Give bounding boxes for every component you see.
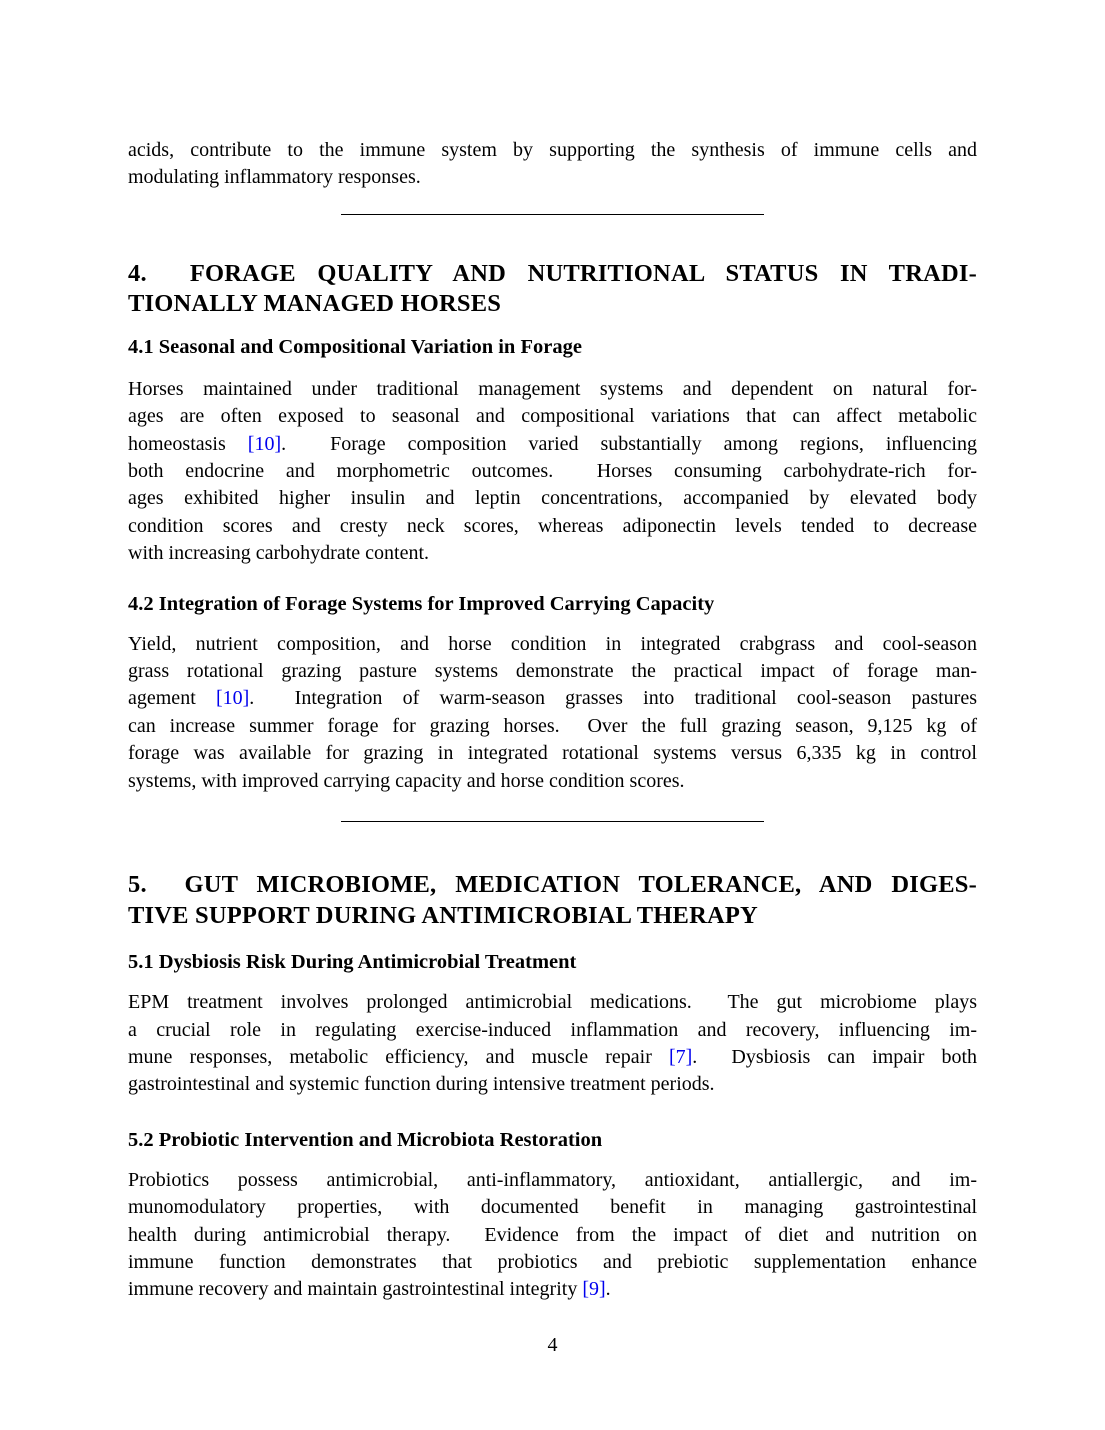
paragraph-4-2	[128, 631, 977, 795]
text-line: with increasing carbohydrate content.	[128, 542, 429, 565]
text-line: both endocrine and morphometric outcomes. Horses consuming carbohydrate-rich for-	[128, 460, 977, 483]
text-line: health during antimicrobial therapy. Evidence from the impact of diet and nutrition on	[128, 1223, 977, 1246]
citation-link[interactable]: [10]	[247, 432, 282, 455]
text-line: modulating inflammatory responses.	[128, 166, 421, 189]
text-line: homeostasis [10]. Forage composition varied substantially among regions, influencing	[128, 432, 977, 455]
text-line: forage was available for grazing in integrated rotational systems versus 6,335 kg in control	[128, 742, 977, 765]
text-line: TIVE SUPPORT DURING ANTIMICROBIAL THERAPY	[128, 901, 758, 929]
paragraph-4-1	[128, 376, 977, 568]
section-divider	[341, 821, 764, 822]
text-line: ages exhibited higher insulin and leptin concentrations, accompanied by elevated body	[128, 487, 977, 510]
section-4-heading	[128, 259, 977, 320]
subsection-4-1-title: 4.1 Seasonal and Compositional Variation in Forage	[128, 335, 582, 358]
text-line: munomodulatory properties, with documented benefit in managing gastrointestinal	[128, 1196, 977, 1219]
text-line: gastrointestinal and systemic function during intensive treatment periods.	[128, 1073, 715, 1096]
text-line: TIONALLY MANAGED HORSES	[128, 290, 502, 318]
text-line: can increase summer forage for grazing horses. Over the full grazing season, 9,125 kg of	[128, 714, 977, 737]
text-line: Horses maintained under traditional management systems and dependent on natural for-	[128, 377, 977, 400]
text-line: mune responses, metabolic efficiency, and muscle repair [7]. Dysbiosis can impair both	[128, 1045, 977, 1068]
text-line: ages are often exposed to seasonal and compositional variations that can affect metabolic	[128, 405, 977, 428]
text-line: a crucial role in regulating exercise-induced inflammation and recovery, influencing im-	[128, 1018, 977, 1041]
text-line: condition scores and cresty neck scores, whereas adiponectin levels tended to decrease	[128, 514, 977, 537]
section-5-heading	[128, 870, 977, 931]
paragraph-5-2	[128, 1167, 977, 1304]
subsection-4-2-title: 4.2 Integration of Forage Systems for Improved Carrying Capacity	[128, 592, 715, 615]
text-line: immune recovery and maintain gastrointestinal integrity [9].	[128, 1278, 611, 1301]
text-line: acids, contribute to the immune system by supporting the synthesis of immune cells and	[128, 139, 977, 161]
citation-link[interactable]: [7]	[668, 1045, 693, 1068]
paragraph-5-1	[128, 989, 977, 1099]
citation-link[interactable]: [10]	[215, 687, 250, 710]
citation-link[interactable]: [9]	[582, 1278, 606, 1301]
text-line: grass rotational grazing pasture systems demonstrate the practical impact of forage man-	[128, 660, 977, 683]
text-line: EPM treatment involves prolonged antimicrobial medications. The gut microbiome plays	[128, 991, 977, 1014]
intro-paragraph	[128, 137, 977, 192]
page-number: 4	[547, 1333, 558, 1356]
subsection-5-2-title: 5.2 Probiotic Intervention and Microbiota Restoration	[128, 1128, 603, 1151]
section-divider	[341, 214, 764, 215]
text-line: immune function demonstrates that probiotics and prebiotic supplementation enhance	[128, 1250, 977, 1273]
text-line: 4. FORAGE QUALITY AND NUTRITIONAL STATUS IN TRADI-	[128, 259, 977, 287]
subsection-5-1-title: 5.1 Dysbiosis Risk During Antimicrobial Treatment	[128, 951, 577, 974]
text-line: Yield, nutrient composition, and horse condition in integrated crabgrass and cool-season	[128, 632, 977, 655]
text-line: agement [10]. Integration of warm-season grasses into traditional cool-season pastures	[128, 687, 978, 710]
text-line: Probiotics possess antimicrobial, anti-inflammatory, antioxidant, antiallergic, and im-	[128, 1168, 977, 1191]
text-line: systems, with improved carrying capacity and horse condition scores.	[128, 769, 685, 792]
text-line: 5. GUT MICROBIOME, MEDICATION TOLERANCE, AND DIGES-	[128, 871, 977, 899]
